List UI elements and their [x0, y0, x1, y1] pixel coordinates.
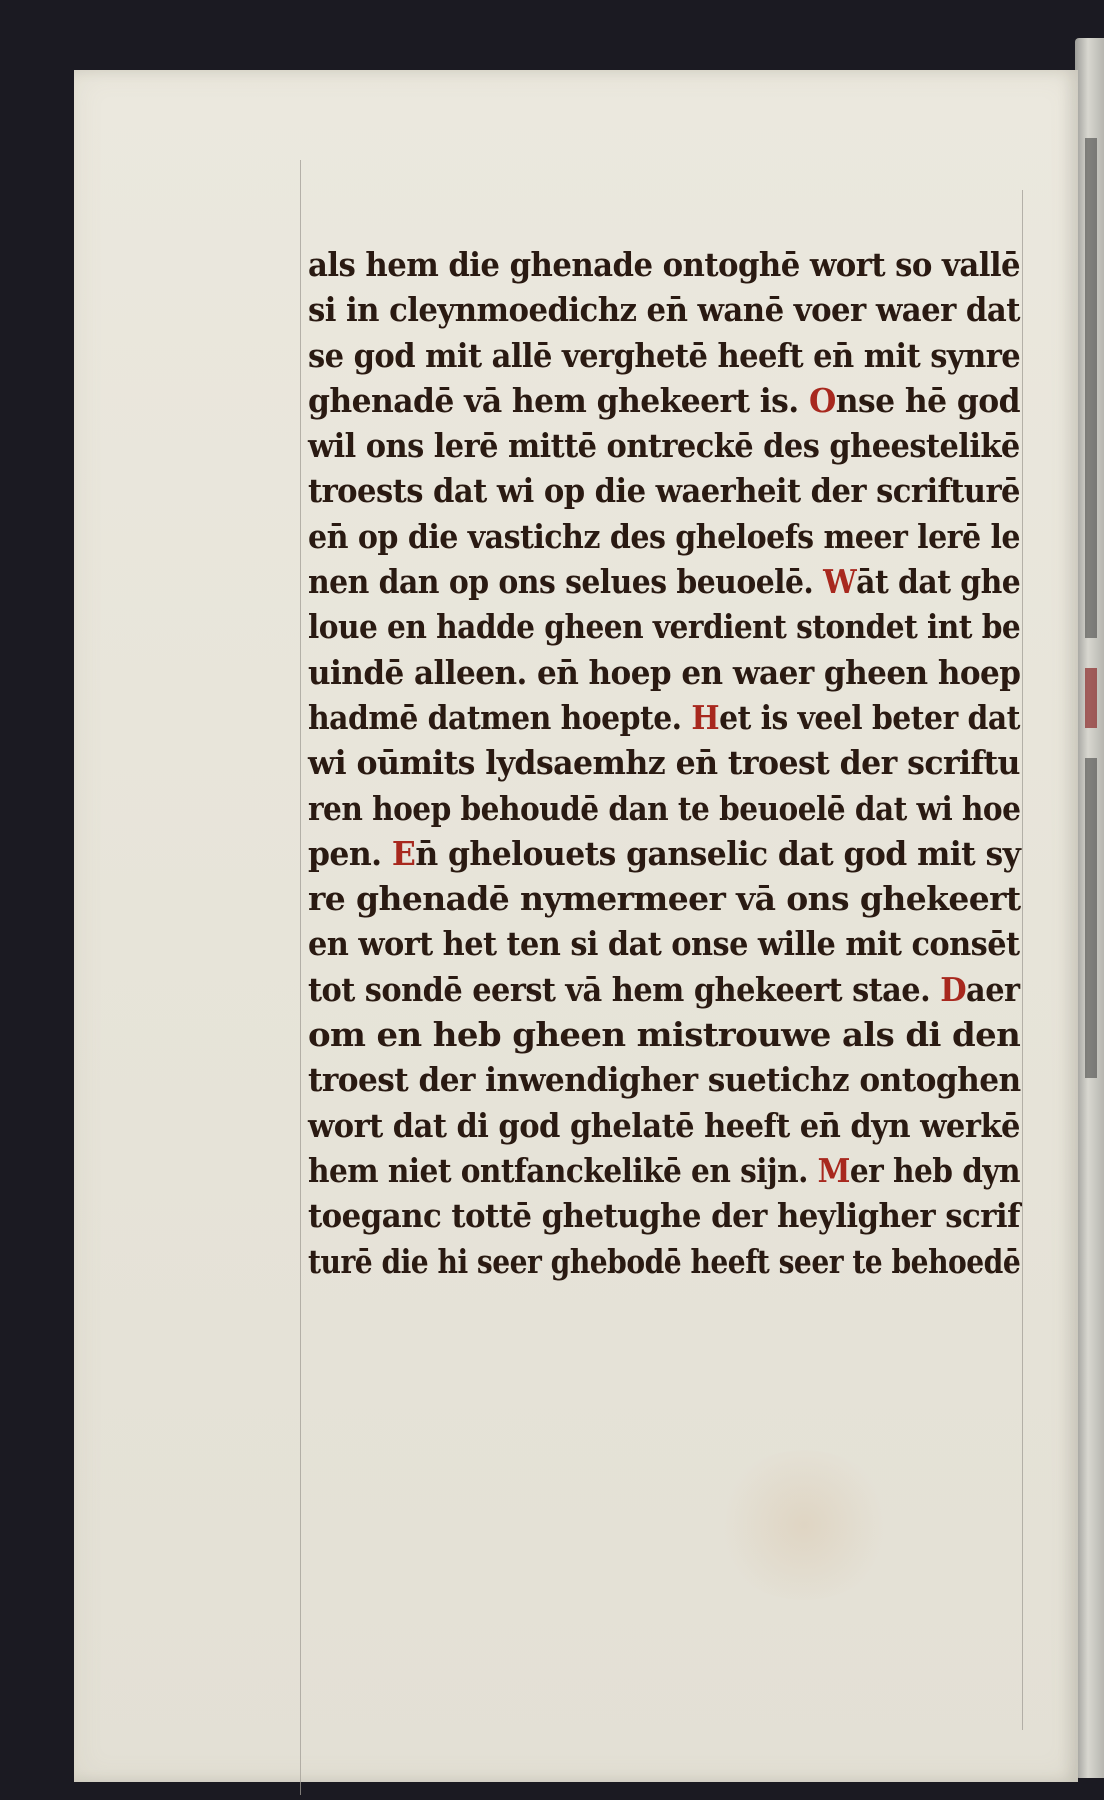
text-line: hadmē datmen hoepte. Het is veel beter dat — [308, 697, 1020, 737]
parchment-stain — [714, 1450, 894, 1600]
rubricated-initial: O — [808, 380, 836, 420]
text-line: troests dat wi op die waerheit der scrifturē — [308, 471, 1020, 511]
text-line: nen dan op ons selues beuoelē. Wāt dat ghe — [308, 562, 1021, 602]
rubricated-initial: W — [823, 562, 857, 602]
rubricated-initial: H — [691, 697, 720, 737]
rubricated-initial: D — [940, 969, 967, 1009]
rubricated-initial: E — [391, 833, 416, 873]
adjacent-page-text-trace — [1085, 758, 1097, 1078]
text-line: tot sondē eerst vā hem ghekeert stae. Daer — [308, 969, 1020, 1009]
text-block — [308, 242, 1048, 1284]
text-line: als hem die ghenade ontoghē wort so vallē — [308, 245, 1020, 284]
text-line: se god mit allē verghetē heeft en̄ mit synre — [308, 335, 1021, 375]
text-line: wil ons lerē mittē ontreckē des gheestelikē — [308, 426, 1020, 466]
text-line: wort dat di god ghelatē heeft en̄ dyn werkē — [308, 1105, 1020, 1145]
text-line: en̄ op die vastichz des gheloefs meer lerē le — [308, 516, 1021, 556]
adjacent-page-text-trace — [1085, 138, 1097, 638]
text-line: wi oūmits lydsaemhz en̄ troest der scriftu — [308, 743, 1020, 783]
rubricated-initial: M — [817, 1150, 850, 1190]
text-line: uindē alleen. en̄ hoep en waer gheen hoep — [308, 652, 1021, 692]
text-line: ren hoep behoudē dan te beuoelē dat wi hoe — [308, 788, 1021, 828]
adjacent-page-rubric-trace — [1085, 668, 1097, 728]
text-line: turē die hi seer ghebodē heeft seer te behoedē — [308, 1241, 1021, 1281]
manuscript-page — [74, 70, 1078, 1782]
text-line: pen. En̄ ghelouets ganselic dat god mit sy — [308, 833, 1021, 873]
text-line: toeganc tottē ghetughe der heyligher scrif — [308, 1196, 1020, 1236]
text-line: ghenadē vā hem ghekeert is. Onse hē god — [308, 380, 1020, 420]
text-line: om en heb gheen mistrouwe als di den — [308, 1015, 1021, 1055]
text-line: re ghenadē nymermeer vā ons ghekeert — [308, 879, 1021, 919]
text-line: en wort het ten si dat onse wille mit consēt — [308, 924, 1020, 964]
left-ruling-line — [300, 160, 301, 1795]
text-line: si in cleynmoedichz en̄ wanē voer waer dat — [308, 290, 1020, 330]
text-line: hem niet ontfanckelikē en sijn. Mer heb dyn — [308, 1150, 1021, 1190]
adjacent-page-edge — [1075, 38, 1104, 1778]
text-line: loue en hadde gheen verdient stondet int be — [308, 607, 1021, 647]
text-line: troest der inwendigher suetichz ontoghen — [308, 1060, 1021, 1100]
